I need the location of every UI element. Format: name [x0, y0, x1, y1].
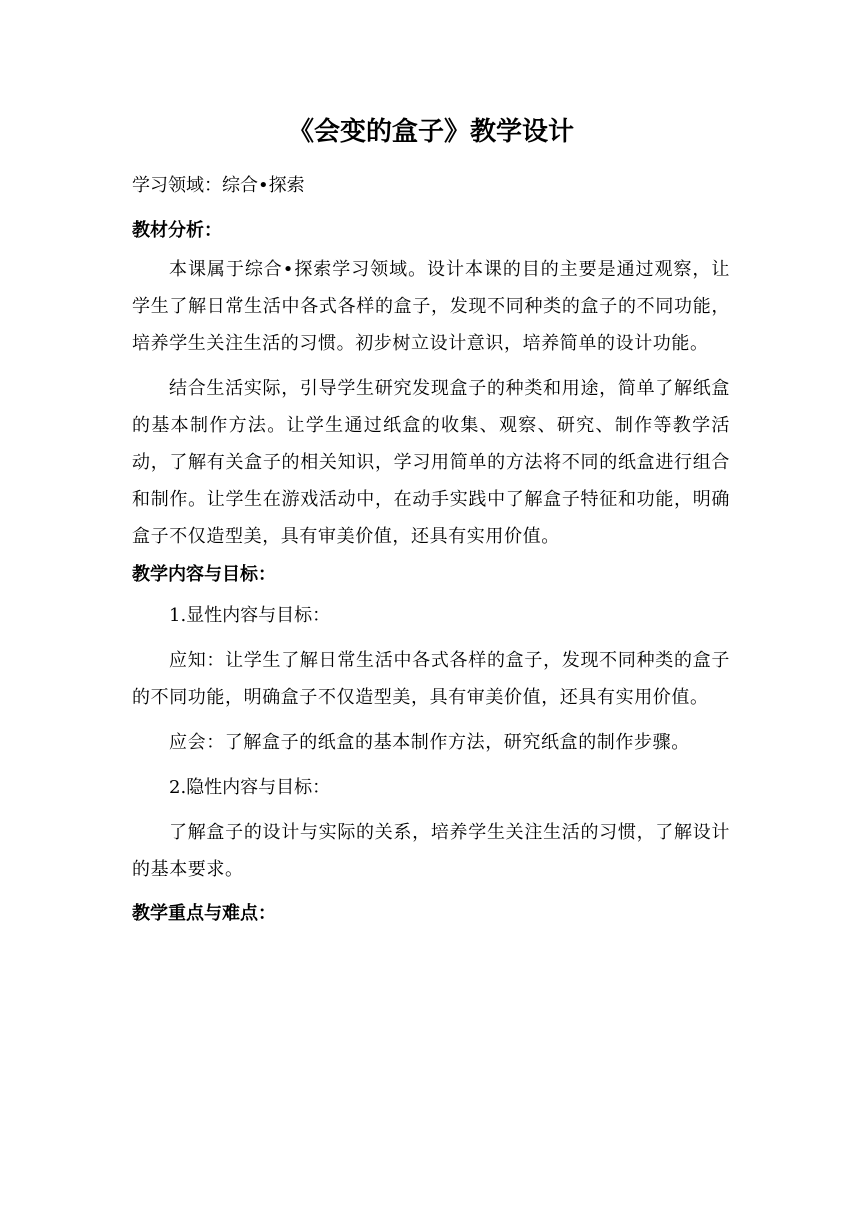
heading-content-goals: 教学内容与目标：: [132, 564, 276, 585]
implicit-goals-label: 2.隐性内容与目标：: [169, 777, 331, 798]
implicit-paragraph: 了解盒子的设计与实际的关系，培养学生关注生活的习惯，了解设计的基本要求。: [132, 822, 730, 880]
field-line: 学习领域：综合•探索: [132, 175, 305, 196]
document-title: 《会变的盒子》教学设计: [287, 117, 574, 147]
can-paragraph: 应会：了解盒子的纸盒的基本制作方法，研究纸盒的制作步骤。: [169, 732, 690, 753]
document-page: [132, 112, 730, 930]
material-paragraph-1: 本课属于综合•探索学习领域。设计本课的目的主要是通过观察，让学生了解日常生活中各式各样的盒子，发现不同种类的盒子的不同功能，培养学生关注生活的习惯。初步树立设计意识，培养简单的设计功能。: [132, 259, 730, 354]
heading-material-analysis: 教材分析：: [132, 220, 222, 241]
know-paragraph: 应知：让学生了解日常生活中各式各样的盒子，发现不同种类的盒子的不同功能，明确盒子不仅造型美，具有审美价值，还具有实用价值。: [132, 650, 730, 708]
material-paragraph-2: 结合生活实际，引导学生研究发现盒子的种类和用途，简单了解纸盒的基本制作方法。让学生通过纸盒的收集、观察、研究、制作等教学活动，了解有关盒子的相关知识，学习用简单的方法将不同的纸盒进行组合和制作。让学生在游戏活动中，在动手实践中了解盒子特征和功能，明确盒子不仅造型美，具有审美价值，还具有实用价值。: [132, 378, 730, 547]
heading-key-points: 教学重点与难点：: [132, 903, 276, 924]
explicit-goals-label: 1.显性内容与目标：: [169, 605, 331, 626]
